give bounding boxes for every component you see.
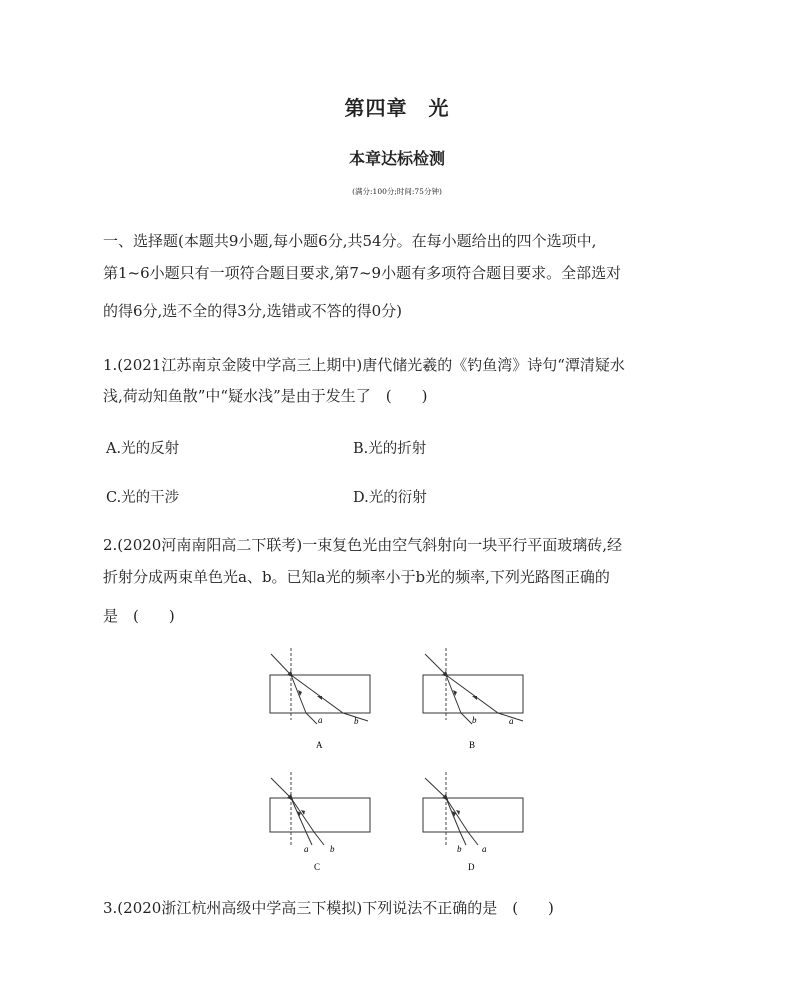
incident-ray — [425, 778, 446, 798]
incident-ray — [271, 654, 291, 675]
incident-ray — [271, 778, 291, 798]
ray-a — [291, 675, 317, 724]
ray-label: b — [354, 716, 359, 726]
question-text-line: 折射分成两束单色光a、b。已知a光的频率小于b光的频率,下列光路图正确的 — [103, 568, 610, 586]
question-text-line: 浅,荷动知鱼散”中“疑水浅”是由于发生了 ( ) — [103, 387, 428, 405]
ray-label: b — [457, 844, 462, 854]
ray-b — [446, 798, 466, 845]
diagram-d — [423, 772, 523, 872]
ray-label: a — [304, 844, 309, 854]
glass-block — [423, 675, 523, 713]
ray-b — [291, 798, 324, 845]
question-3: 3.(2020浙江杭州高级中学高三下模拟)下列说法不正确的是 ( ) — [103, 899, 554, 917]
question-text-line: 2.(2020河南南阳高二下联考)一束复色光由空气斜射向一块平行平面玻璃砖,经 — [103, 536, 622, 554]
diagram-a — [270, 648, 370, 750]
ray-b — [446, 675, 472, 724]
instruction-line: 一、选择题(本题共9小题,每小题6分,共54分。在每小题给出的四个选项中, — [103, 232, 597, 250]
option-c: C.光的干涉 — [106, 490, 180, 506]
chapter-title: 第四章 光 — [344, 96, 450, 120]
ray-a — [291, 798, 312, 845]
option-d: D.光的衍射 — [353, 490, 427, 506]
option-a: A.光的反射 — [106, 441, 180, 457]
incident-ray — [425, 654, 446, 675]
ray-arrow — [317, 696, 322, 700]
question-text-line: 1.(2021江苏南京金陵中学高三上期中)唐代储光羲的《钓鱼湾》诗句“潭清疑水 — [103, 356, 625, 374]
question-text-line: 是 ( ) — [103, 607, 175, 625]
ray-a — [446, 675, 523, 721]
diagram-label: B — [469, 740, 476, 750]
ray-label: a — [482, 844, 487, 854]
ray-label: a — [509, 716, 514, 726]
glass-block — [423, 798, 523, 832]
ray-arrow — [472, 696, 477, 700]
option-b: B.光的折射 — [353, 441, 427, 457]
diagram-label: A — [316, 740, 323, 750]
ray-label: b — [330, 844, 335, 854]
glass-block — [270, 798, 370, 832]
section-title: 本章达标检测 — [348, 149, 445, 168]
ray-label: a — [318, 715, 323, 725]
ray-b — [291, 675, 368, 721]
instruction-line: 第1~6小题只有一项符合题目要求,第7~9小题有多项符合题目要求。全部选对 — [103, 264, 622, 282]
ray-label: b — [472, 715, 477, 725]
glass-block — [270, 675, 370, 713]
ray-a — [446, 798, 478, 845]
diagram-label: D — [468, 862, 475, 872]
instruction-line: 的得6分,选不全的得3分,选错或不答的得0分) — [103, 302, 403, 320]
score-note: (满分:100分;时间:75分钟) — [352, 187, 442, 196]
diagram-label: C — [314, 862, 321, 872]
diagram-b — [423, 648, 523, 750]
diagram-c — [270, 772, 370, 872]
